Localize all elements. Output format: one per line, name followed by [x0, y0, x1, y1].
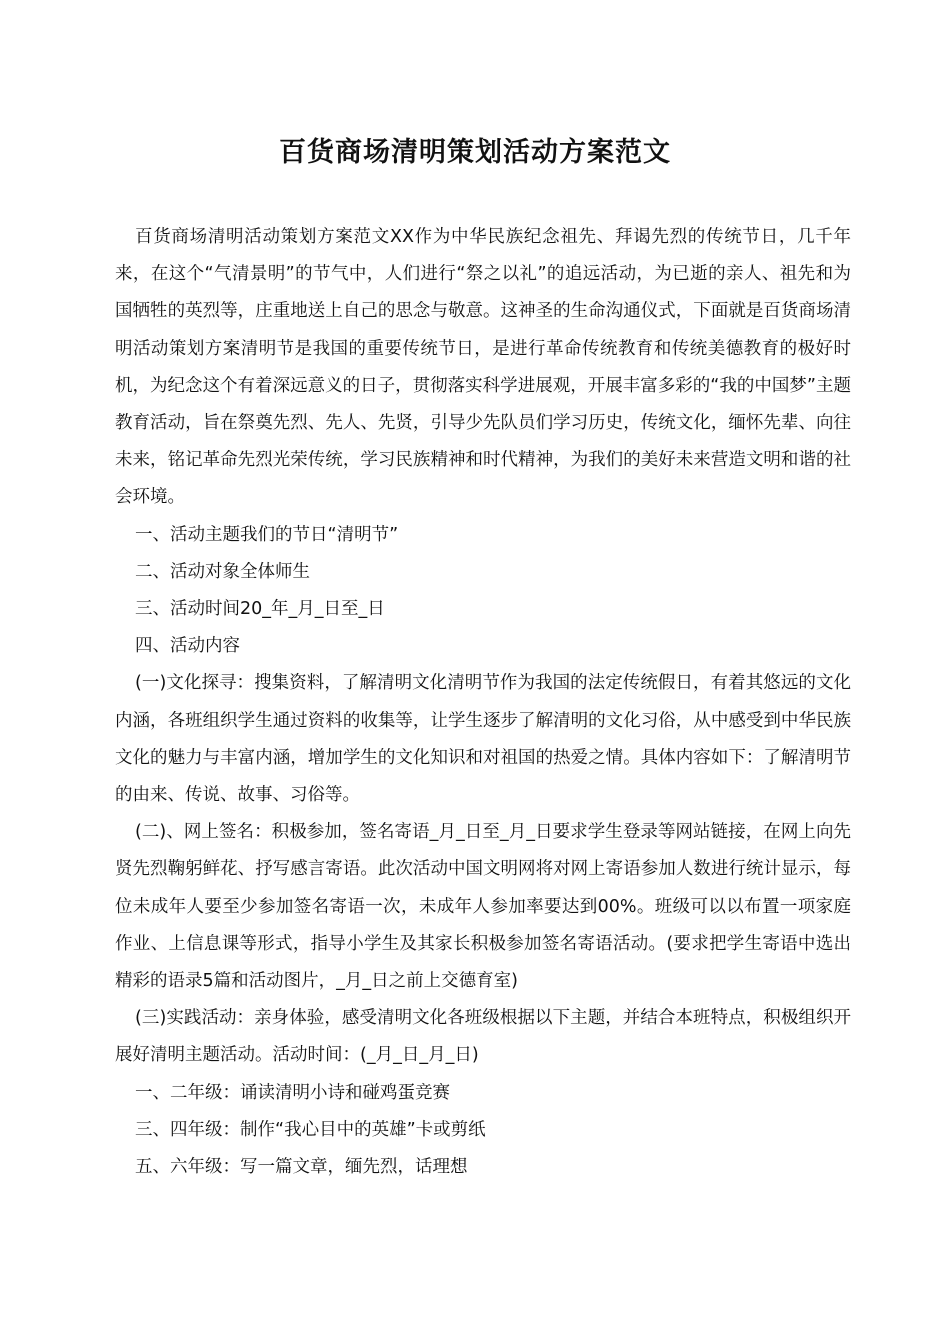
- section-audience: 二、活动对象全体师生: [135, 561, 310, 582]
- online-signature-paragraph: (二)、网上签名：积极参加，签名寄语_月_日至_月_日要求学生登录等网站链接，在网上向先贤先烈鞠躬鲜花、抒写感言寄语。此次活动中国文明网将对网上寄语参加人数进行统计显示，每位未成年人要至少参加签名寄语一次，未成年人参加率要达到00%。班级可以以布置一项家庭作业、上信息课等形式，指导小学生及其家长积极参加签名寄语活动。(要求把学生寄语中选出精彩的语录5篇和活动图片，_月_日之前上交德育室): [115, 822, 851, 992]
- section-time: 三、活动时间20_年_月_日至_日: [135, 599, 385, 620]
- intro-paragraph: 百货商场清明活动策划方案范文XX作为中华民族纪念祖先、拜谒先烈的传统节日，几千年来，在这个“气清景明”的节气中，人们进行“祭之以礼”的追远活动，为已逝的亲人、祖先和为国牺牲的英烈等，庄重地送上自己的思念与敬意。这神圣的生命沟通仪式，下面就是百货商场清明活动策划方案清明节是我国的重要传统节日，是进行革命传统教育和传统美德教育的极好时机，为纪念这个有着深远意义的日子，贯彻落实科学进展观，开展丰富多彩的“我的中国梦”主题教育活动，旨在祭奠先烈、先人、先贤，引导少先队员们学习历史，传统文化，缅怀先辈、向往未来，铭记革命先烈光荣传统，学习民族精神和时代精神，为我们的美好未来营造文明和谐的社会环境。: [115, 227, 851, 508]
- grade-5-6-item: 五、六年级：写一篇文章，缅先烈，话理想: [135, 1157, 468, 1178]
- section-content-heading: 四、活动内容: [135, 636, 240, 657]
- document-body: [115, 219, 851, 1186]
- culture-explore-paragraph: (一)文化探寻：搜集资料，了解清明文化清明节作为我国的法定传统假日，有着其悠远的文化内涵，各班组织学生通过资料的收集等，让学生逐步了解清明的文化习俗，从中感受到中华民族文化的魅力与丰富内涵，增加学生的文化知识和对祖国的热爱之情。具体内容如下：了解清明节的由来、传说、故事、习俗等。: [115, 673, 851, 806]
- section-theme: 一、活动主题我们的节日“清明节”: [135, 524, 399, 545]
- grade-3-4-item: 三、四年级：制作“我心目中的英雄”卡或剪纸: [135, 1119, 486, 1140]
- grade-1-2-item: 一、二年级：诵读清明小诗和碰鸡蛋竞赛: [135, 1082, 450, 1103]
- practice-activity-paragraph: (三)实践活动：亲身体验，感受清明文化各班级根据以下主题，并结合本班特点，积极组织开展好清明主题活动。活动时间：(_月_日_月_日): [115, 1008, 851, 1066]
- document-title: 百货商场清明策划活动方案范文: [279, 137, 671, 168]
